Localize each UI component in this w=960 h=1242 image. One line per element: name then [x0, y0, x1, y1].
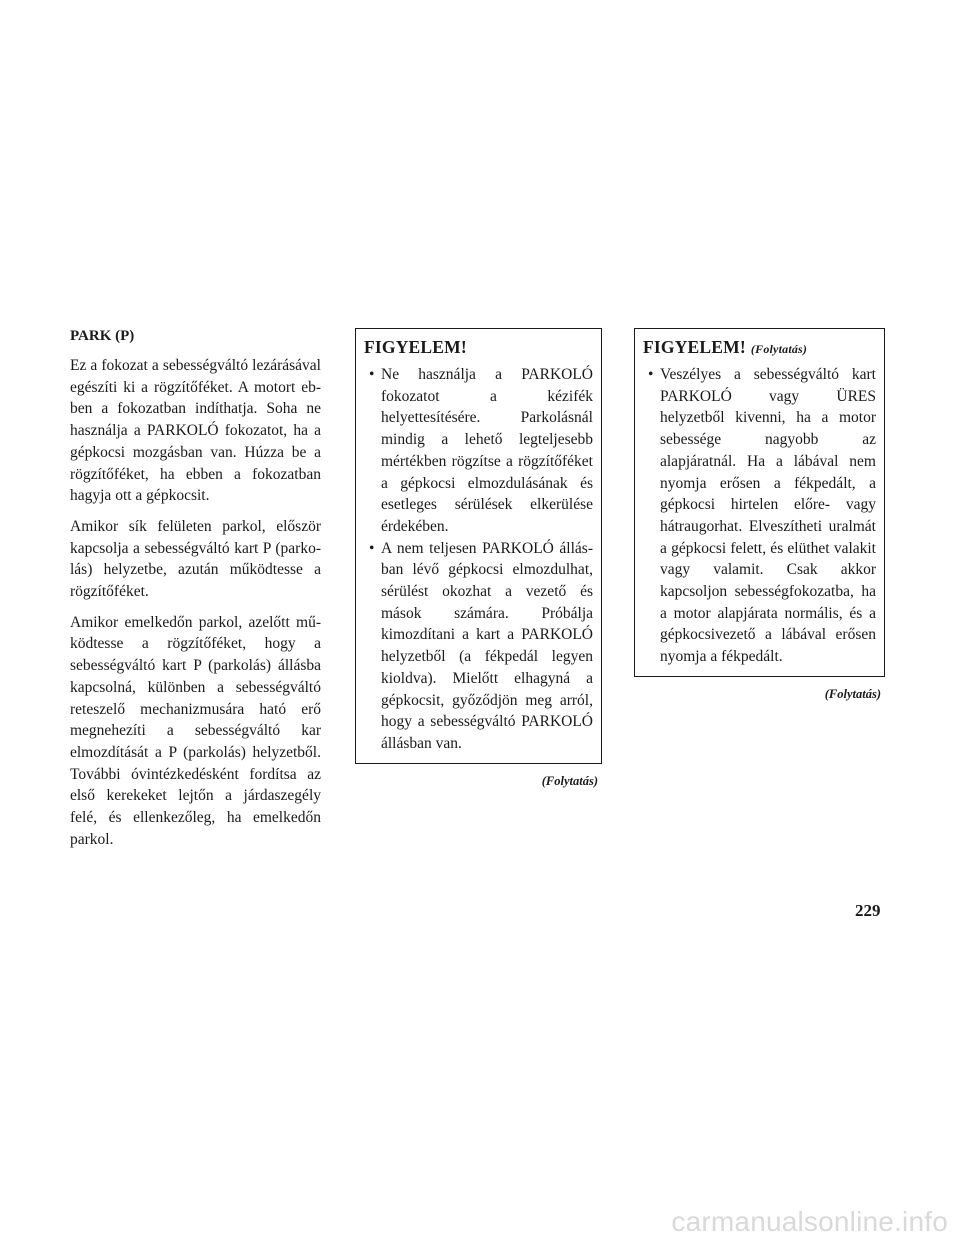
warning-list — [364, 364, 593, 755]
right-column — [634, 328, 885, 702]
page-number: 229 — [855, 901, 881, 920]
warning-item — [364, 364, 593, 538]
warning-box — [355, 328, 602, 764]
paragraph: Amikor sík felületen parkol, először kapcsolja a sebességváltó kart P (parkolás) helyzetbe, azután működtesse a rögzítőféket. — [70, 517, 321, 601]
warning-item-text: A nem teljesen PARKOLÓ állásban lévő gépkocsi elmozdulhat, sérülést okozhat a vezető és mások számára. Próbálja kimozdítani a kart a PARKOLÓ helyzetből (a fékpedál legyen kioldva). Mielőtt elhagyná a gépkocsit, győződjön meg arról, hogy a sebességváltó PARKOLÓ állásban van. — [381, 539, 593, 752]
warning-item — [364, 538, 593, 755]
warning-title-text: FIGYELEM! — [643, 337, 746, 357]
continued-label: (Folytatás) — [541, 773, 598, 788]
warning-title — [643, 337, 876, 358]
warning-title: FIGYELEM! — [364, 337, 467, 357]
bullet-icon: • — [369, 366, 375, 383]
paragraph: Ez a fokozat a sebességváltó lezárásával egészíti ki a rögzítőféket. A motort ebben a fokozatban indíthatja. Soha ne használja a PARKOLÓ fokozatot, ha a gépkocsi mozgásban van. Húzza be a rögzítőféket, ha ebben a fokozatban hagyja ott a gépkocsit. — [70, 357, 321, 505]
warning-item-text: Veszélyes a sebességváltó kart PARKOLÓ vagy ÜRES helyzetből kivenni, ha a motor sebessége nagyobb az alapjáratnál. Ha a lábával nem nyomja erősen a fékpedált, a gépkocsi hirtelen előre- vagy hátraugorhat. Elveszítheti uralmát a gépkocsi felett, és elüthet valakit vagy valamit. Csak akkor kapcsoljon sebességfokozatba, ha a motor alapjárata normális, és a gépkocsivezető a lábával erősen nyomja a fékpedált. — [660, 366, 876, 666]
left-column — [70, 328, 321, 859]
warning-item-text: Ne használja a PARKOLÓ fokozatot a kézifék helyettesítésére. Parkolásnál mindig a lehető legteljesebb mértékben rögzítse a rögzítőféket a gépkocsi elmozdulásának és esetleges sérülések elkerülése érdekében. — [381, 366, 593, 535]
warning-item — [643, 364, 876, 668]
section-heading: PARK (P) — [70, 328, 135, 344]
warning-box-continued — [634, 328, 885, 677]
warning-list — [643, 364, 876, 668]
continued-label: (Folytatás) — [824, 686, 881, 701]
paragraph: Amikor emelkedőn parkol, azelőtt működtesse a rögzítőféket, hogy a sebességváltó kart P (parkolás) állásba kapcsolná, különben a sebességváltó reteszelő mechanizmusára ható erő megnehezíti a sebességváltó kar elmozdítását a P (parkolás) helyzetből. További óvintézkedésként fordítsa az első kerekeket lejtőn a járdaszegély felé, és ellenkezőleg, ha emelkedőn parkol. — [70, 613, 321, 848]
middle-column — [355, 328, 602, 789]
bullet-icon: • — [648, 366, 654, 383]
warning-title-continued: (Folytatás) — [750, 342, 808, 356]
watermark: carmanualsonline.info — [671, 1206, 948, 1237]
bullet-icon: • — [369, 539, 375, 557]
